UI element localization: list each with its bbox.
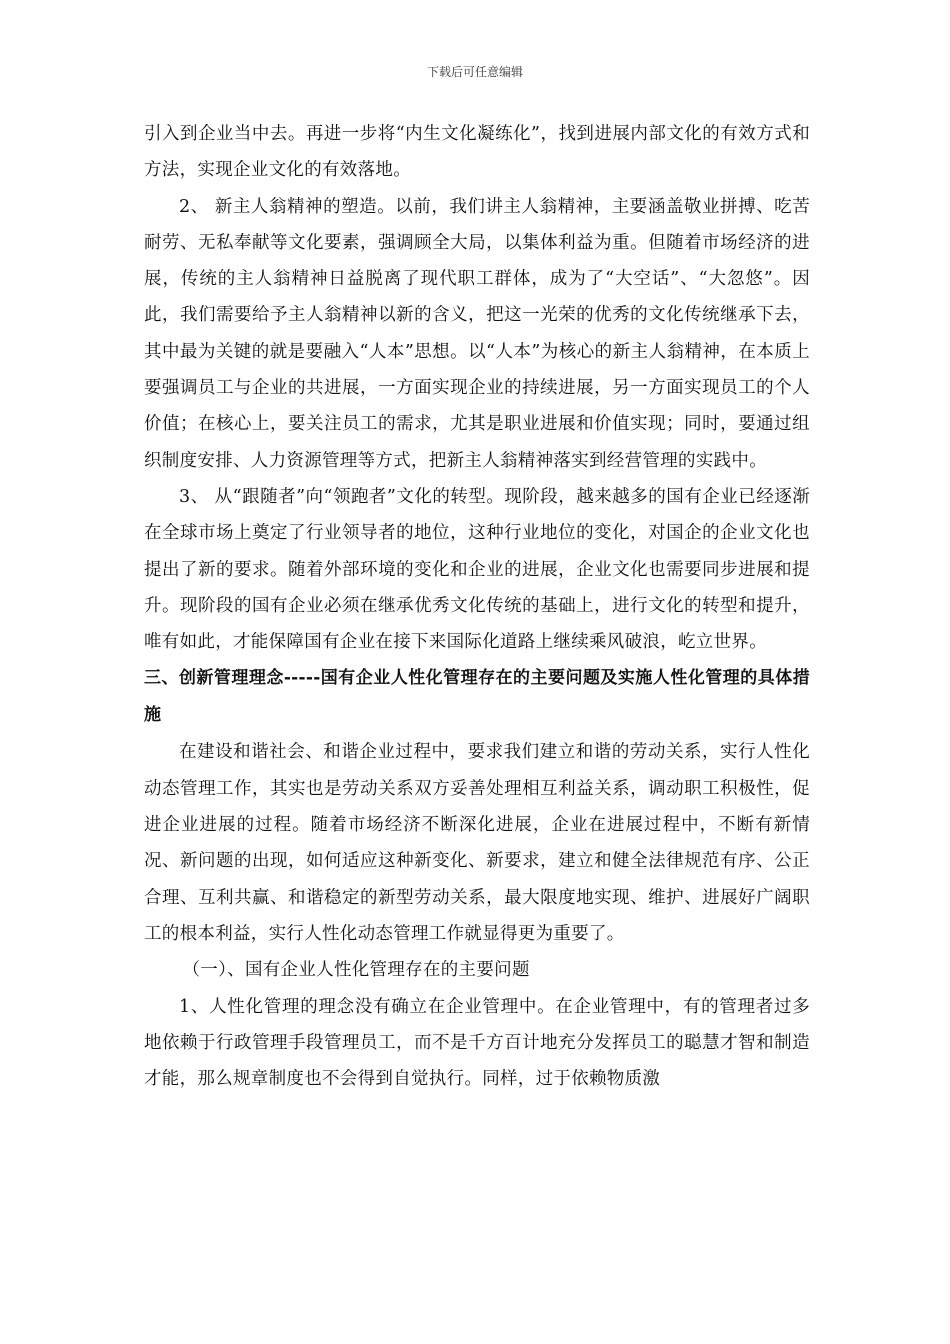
paragraph-intro: 在建设和谐社会、和谐企业过程中，要求我们建立和谐的劳动关系，实行人性化动态管理工作，其实也是劳动关系双方妥善处理相互利益关系，调动职工积极性，促进企业进展的过程。随着市场经济不断深化进展，企业在进展过程中，不断有新情况、新问题的出现，如何适应这种新变化、新要求，建立和健全法律规范有序、公正合理、互利共赢、和谐稳定的新型劳动关系，最大限度地实现、维护、进展好广阔职工的根本利益，实行人性化动态管理工作就显得更为重要了。: [144, 742, 810, 944]
section-heading: 三、创新管理理念-----国有企业人性化管理存在的主要问题及实施人性化管理的具体措施: [144, 668, 810, 726]
page-header: 下载后可任意编辑: [426, 65, 523, 79]
paragraph-item-3: 3、 从“跟随者”向“领跑者”文化的转型。现阶段，越来越多的国有企业已经逐渐在全球市场上奠定了行业领导者的地位，这种行业地位的变化，对国企的企业文化也提出了新的要求。随着外部环境的变化和企业的进展，企业文化也需要同步进展和提升。现阶段的国有企业必须在继承优秀文化传统的基础上，进行文化的转型和提升，唯有如此，才能保障国有企业在接下来国际化道路上继续乘风破浪，屹立世界。: [144, 486, 810, 653]
subsection-heading: （一）、国有企业人性化管理存在的主要问题: [182, 960, 530, 981]
paragraph-continuation: 引入到企业当中去。再进一步将“内生文化凝练化”，找到进展内部文化的有效方式和方法，实现企业文化的有效落地。: [144, 124, 810, 181]
paragraph-item-2: 2、 新主人翁精神的塑造。以前，我们讲主人翁精神，主要涵盖敬业拼搏、吃苦耐劳、无私奉献等文化要素，强调顾全大局，以集体利益为重。但随着市场经济的进展，传统的主人翁精神日益脱离了现代职工群体，成为了“大空话”、“大忽悠”。因此，我们需要给予主人翁精神以新的含义，把这一光荣的优秀的文化传统继承下去，其中最为关键的就是要融入“人本”思想。以“人本”为核心的新主人翁精神，在本质上要强调员工与企业的共进展，一方面实现企业的持续进展，另一方面实现员工的个人价值；在核心上，要关注员工的需求，尤其是职业进展和价值实现；同时，要通过组织制度安排、人力资源管理等方式，把新主人翁精神落实到经营管理的实践中。: [144, 196, 810, 471]
document-body: [144, 116, 810, 1097]
paragraph-issue-1: 1、人性化管理的理念没有确立在企业管理中。在企业管理中，有的管理者过多地依赖于行政管理手段管理员工，而不是千方百计地充分发挥员工的聪慧才智和制造才能，那么规章制度也不会得到自觉执行。同样，过于依赖物质激: [144, 996, 810, 1090]
